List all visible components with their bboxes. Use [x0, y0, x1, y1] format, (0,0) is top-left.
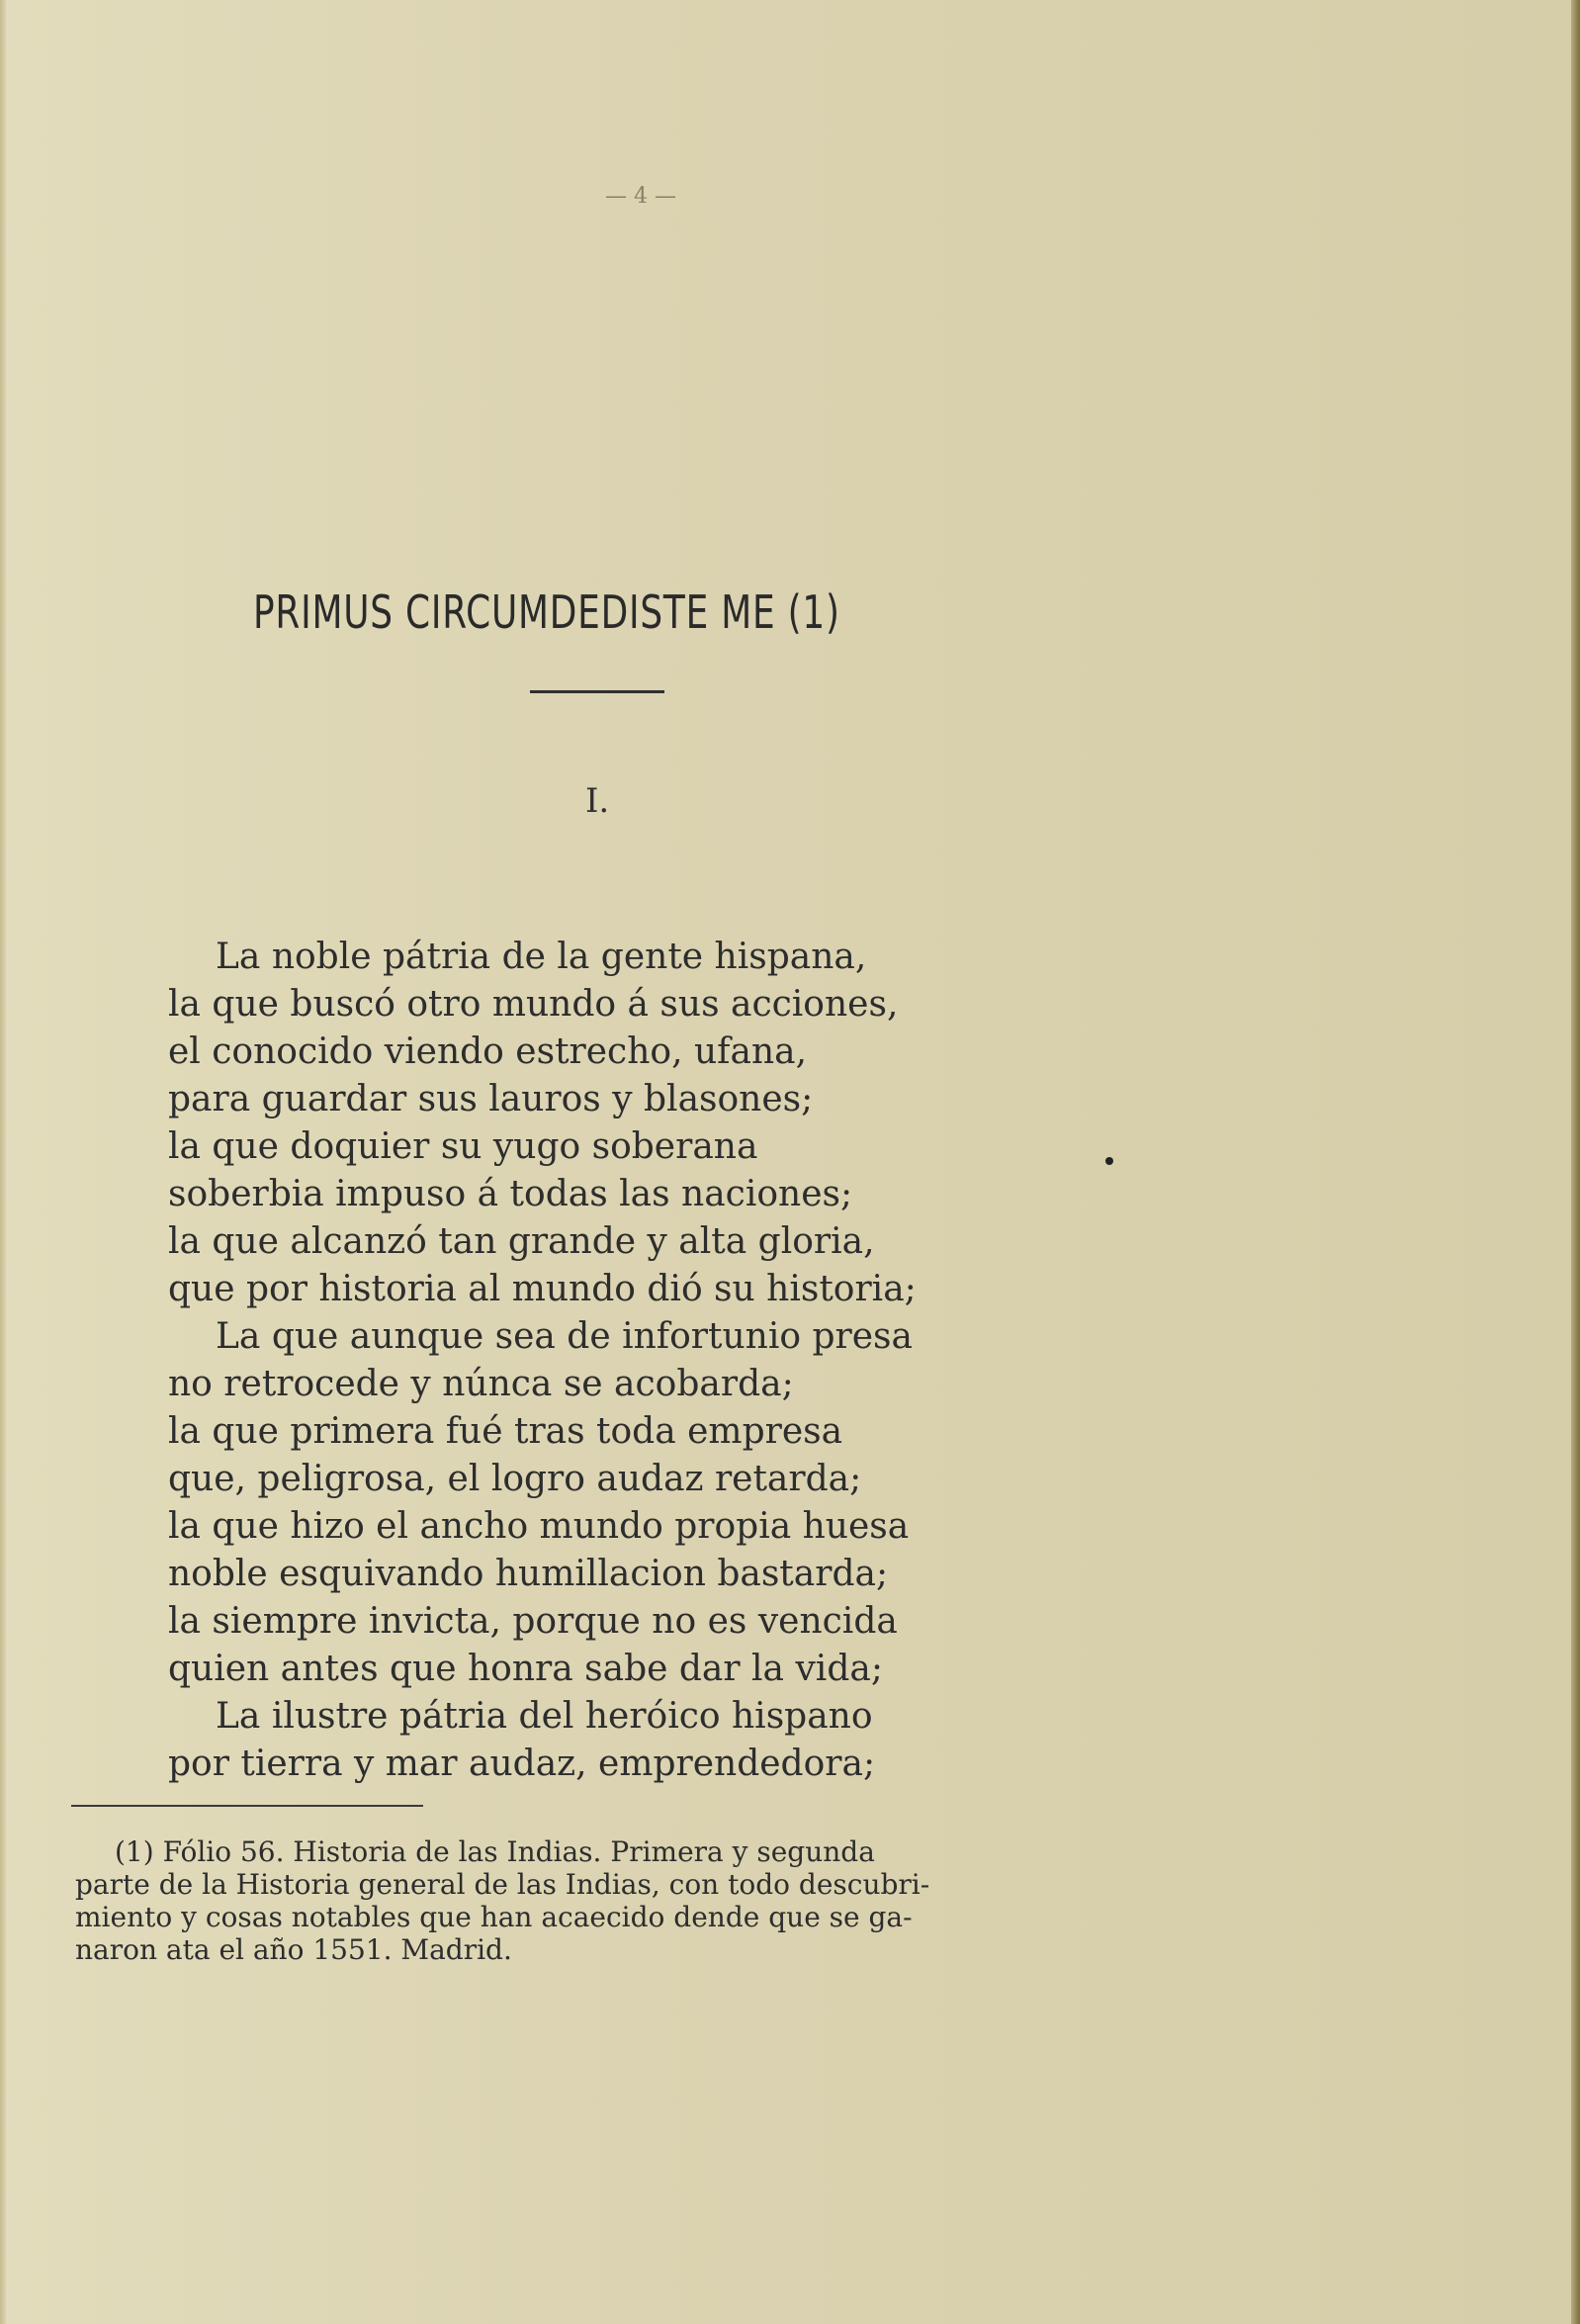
footnote	[75, 1835, 1143, 1966]
poem-line: La ilustre pátria del heróico hispano	[216, 1696, 873, 1737]
poem-line: la que buscó otro mundo á sus acciones,	[168, 984, 899, 1025]
poem-line: la que alcanzó tan grande y alta gloria,	[168, 1221, 875, 1262]
poem-title: PRIMUS CIRCUMDEDISTE ME (1)	[253, 585, 840, 639]
poem-line: la que doquier su yugo soberana	[168, 1126, 758, 1167]
poem-body	[168, 934, 1088, 1788]
poem-line: que por historia al mundo dió su historia;	[168, 1269, 917, 1309]
footnote-line: (1) Fólio 56. Historia de las Indias. Primera y segunda	[115, 1835, 875, 1868]
poem-line: no retrocede y núnca se acobarda;	[168, 1364, 794, 1404]
poem-line: que, peligrosa, el logro audaz retarda;	[168, 1459, 862, 1499]
title-rule	[530, 690, 664, 693]
ink-dot	[1105, 1157, 1113, 1165]
poem-line: La noble pátria de la gente hispana,	[216, 937, 867, 977]
poem-line: por tierra y mar audaz, emprendedora;	[168, 1743, 876, 1784]
poem-line: noble esquivando humillacion bastarda;	[168, 1554, 889, 1594]
poem-line: el conocido viendo estrecho, ufana,	[168, 1031, 808, 1072]
footnote-line: parte de la Historia general de las Indias, con todo descubri-	[75, 1868, 930, 1901]
poem-line: para guardar sus lauros y blasones;	[168, 1079, 814, 1119]
poem-line: la que hizo el ancho mundo propia huesa	[168, 1506, 910, 1547]
poem-line: quien antes que honra sabe dar la vida;	[168, 1649, 883, 1689]
poem-line: soberbia impuso á todas las naciones;	[168, 1174, 853, 1214]
poem-line: la que primera fué tras toda empresa	[168, 1411, 843, 1452]
page-left-edge	[0, 0, 6, 2324]
page-number: — 4 —	[605, 184, 676, 209]
poem-line: La que aunque sea de infortunio presa	[216, 1316, 913, 1357]
footnote-line: miento y cosas notables que han acaecido dende que se ga-	[75, 1901, 913, 1933]
poem-line: la siempre invicta, porque no es vencida	[168, 1601, 898, 1642]
section-number: I.	[585, 781, 610, 821]
footnote-line: naron ata el año 1551. Madrid.	[75, 1933, 512, 1966]
page-right-edge	[1571, 0, 1580, 2324]
footnote-rule	[71, 1805, 423, 1807]
